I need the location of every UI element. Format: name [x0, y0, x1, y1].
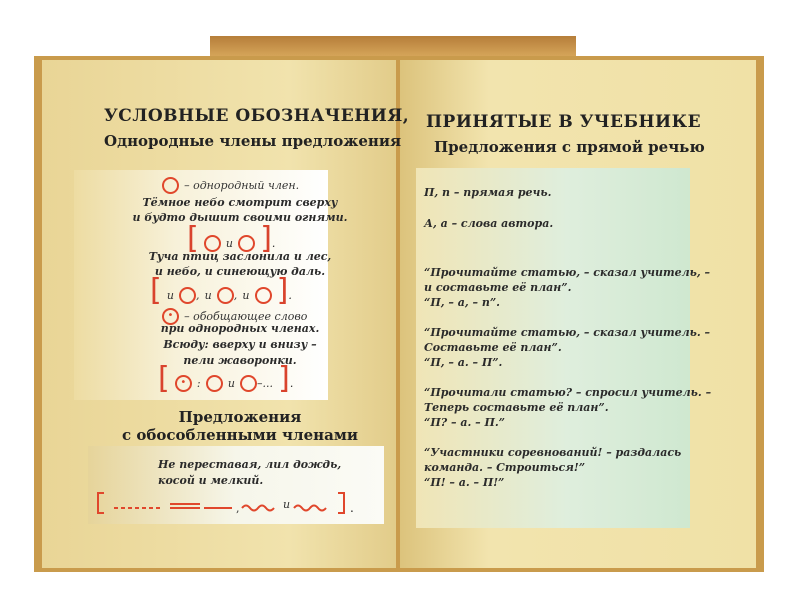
legend-general-text: – обобщающее слово — [184, 310, 308, 323]
and-text: и — [225, 237, 233, 250]
section2-title-line2: с обособленными членами — [122, 426, 358, 444]
ds-example3-scheme: “П? – а. – П.” — [424, 416, 505, 429]
example4-line1: Не переставая, лил дождь, — [158, 458, 342, 471]
ds-example2-line2: Составьте её план”. — [424, 341, 562, 354]
circle-symbol — [162, 177, 179, 194]
legend-author-words: А, а – слова автора. — [424, 217, 554, 230]
ds-example1-line1: “Прочитайте статью, – сказал учитель, – — [424, 266, 711, 279]
isolated-scheme — [96, 490, 366, 516]
example3-line1: Всюду: вверху и внизу – — [163, 338, 317, 351]
ds-example1-scheme: “П, – а, – п”. — [424, 296, 500, 309]
ds-example3-line2: Теперь составьте её план”. — [424, 401, 609, 414]
ds-example2-scheme: “П, – а. – П”. — [424, 356, 503, 369]
ds-example4-scheme: “П! – а. – П!” — [424, 476, 505, 489]
left-title: УСЛОВНЫЕ ОБОЗНАЧЕНИЯ, — [104, 106, 410, 126]
bracket-open: [ — [187, 221, 199, 256]
ds-example4-line2: команда. – Строиться!” — [424, 461, 586, 474]
bracket-close: ] — [260, 221, 272, 256]
example4-line2: косой и мелкий. — [158, 474, 264, 487]
scheme-1: [ и ]. — [187, 221, 276, 256]
right-subtitle: Предложения с прямой речью — [434, 138, 705, 156]
svg-text:и: и — [283, 498, 291, 511]
right-title: ПРИНЯТЫЕ В УЧЕБНИКЕ — [426, 112, 702, 132]
example2-line1: Туча птиц заслонила и лес, — [148, 250, 332, 263]
example1-line1: Тёмное небо смотрит сверху — [142, 196, 338, 209]
left-subtitle: Однородные члены предложения — [104, 132, 402, 150]
scheme-2: [ и , и , и ]. — [150, 273, 292, 308]
legend-member-text: – однородный член. — [184, 179, 300, 192]
example1-line2: и будто дышит своими огнями. — [132, 211, 348, 224]
legend-general-line2: при однородных членах. — [160, 322, 320, 335]
svg-text:.: . — [350, 501, 354, 515]
circled-dot-symbol: • — [162, 308, 179, 325]
example2-line2: и небо, и синеющую даль. — [154, 265, 326, 278]
ds-example1-line2: и составьте её план”. — [424, 281, 572, 294]
book-top-edge — [210, 36, 576, 58]
ds-example2-line1: “Прочитайте статью, – сказал учитель. – — [424, 326, 711, 339]
ds-example4-line1: “Участники соревнований! – раздалась — [424, 446, 682, 459]
svg-text:,: , — [236, 502, 240, 515]
ds-example3-line1: “Прочитали статью? – спросил учитель. – — [424, 386, 712, 399]
legend-direct-speech: П, п – прямая речь. — [424, 186, 552, 199]
section2-title-line1: Предложения — [178, 408, 302, 426]
scheme-3: [ • : и –... ]. — [158, 361, 294, 396]
example3-line2: пели жаворонки. — [183, 354, 297, 367]
legend-member-row — [162, 175, 299, 194]
